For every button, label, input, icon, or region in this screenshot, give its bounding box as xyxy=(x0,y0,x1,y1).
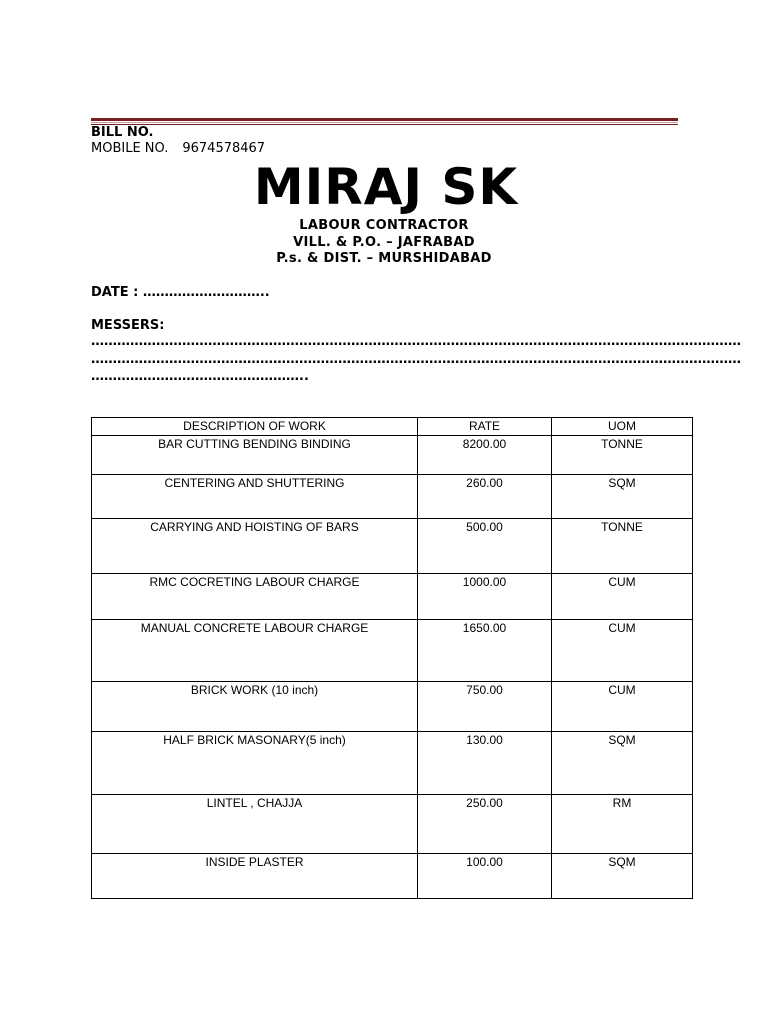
cell-description: CARRYING AND HOISTING OF BARS xyxy=(92,519,418,574)
cell-description: HALF BRICK MASONARY(5 inch) xyxy=(92,732,418,795)
address-district: P.s. & DIST. – MURSHIDABAD xyxy=(276,251,492,266)
table-row xyxy=(92,436,693,475)
messers-label: MESSERS: xyxy=(91,318,165,333)
table-row xyxy=(92,519,693,574)
messers-line-3: ………………………………………….. xyxy=(91,369,309,384)
contractor-name: MIRAJ SK xyxy=(253,158,519,216)
cell-rate: 130.00 xyxy=(418,732,552,795)
cell-rate: 1650.00 xyxy=(418,620,552,682)
table-row xyxy=(92,574,693,620)
cell-description: LINTEL , CHAJJA xyxy=(92,795,418,854)
mobile-label: MOBILE NO. xyxy=(91,141,169,156)
date-field: DATE : ……………………….. xyxy=(91,285,270,300)
address-village: VILL. & P.O. – JAFRABAD xyxy=(293,235,475,250)
cell-uom: SQM xyxy=(552,732,693,795)
cell-rate: 260.00 xyxy=(418,475,552,519)
messers-line-2: …………………………………………………………………………………………………………………………………… xyxy=(91,352,741,367)
cell-rate: 8200.00 xyxy=(418,436,552,475)
cell-rate: 100.00 xyxy=(418,854,552,899)
cell-uom: CUM xyxy=(552,682,693,732)
table-row xyxy=(92,475,693,519)
table-header-row xyxy=(92,418,693,436)
cell-description: INSIDE PLASTER xyxy=(92,854,418,899)
cell-description: MANUAL CONCRETE LABOUR CHARGE xyxy=(92,620,418,682)
table-row xyxy=(92,854,693,899)
cell-rate: 250.00 xyxy=(418,795,552,854)
table-row xyxy=(92,620,693,682)
mobile-line xyxy=(91,141,265,156)
cell-uom: RM xyxy=(552,795,693,854)
messers-line-1: …………………………………………………………………………………………………………………………………… xyxy=(91,334,741,349)
cell-uom: SQM xyxy=(552,854,693,899)
column-header-rate: RATE xyxy=(418,418,552,436)
table-row xyxy=(92,682,693,732)
bill-no-label: BILL NO. xyxy=(91,125,154,140)
cell-description: RMC COCRETING LABOUR CHARGE xyxy=(92,574,418,620)
cell-description: CENTERING AND SHUTTERING xyxy=(92,475,418,519)
cell-rate: 500.00 xyxy=(418,519,552,574)
cell-uom: CUM xyxy=(552,574,693,620)
cell-uom: CUM xyxy=(552,620,693,682)
contractor-title: LABOUR CONTRACTOR xyxy=(299,218,469,233)
cell-rate: 750.00 xyxy=(418,682,552,732)
cell-uom: TONNE xyxy=(552,519,693,574)
cell-description: BAR CUTTING BENDING BINDING xyxy=(92,436,418,475)
table-row xyxy=(92,732,693,795)
column-header-uom: UOM xyxy=(552,418,693,436)
column-header-description: DESCRIPTION OF WORK xyxy=(92,418,418,436)
rate-table xyxy=(91,417,693,899)
mobile-number: 9674578467 xyxy=(182,141,266,156)
header-rule xyxy=(91,118,678,125)
cell-uom: SQM xyxy=(552,475,693,519)
table-row xyxy=(92,795,693,854)
cell-description: BRICK WORK (10 inch) xyxy=(92,682,418,732)
cell-uom: TONNE xyxy=(552,436,693,475)
cell-rate: 1000.00 xyxy=(418,574,552,620)
